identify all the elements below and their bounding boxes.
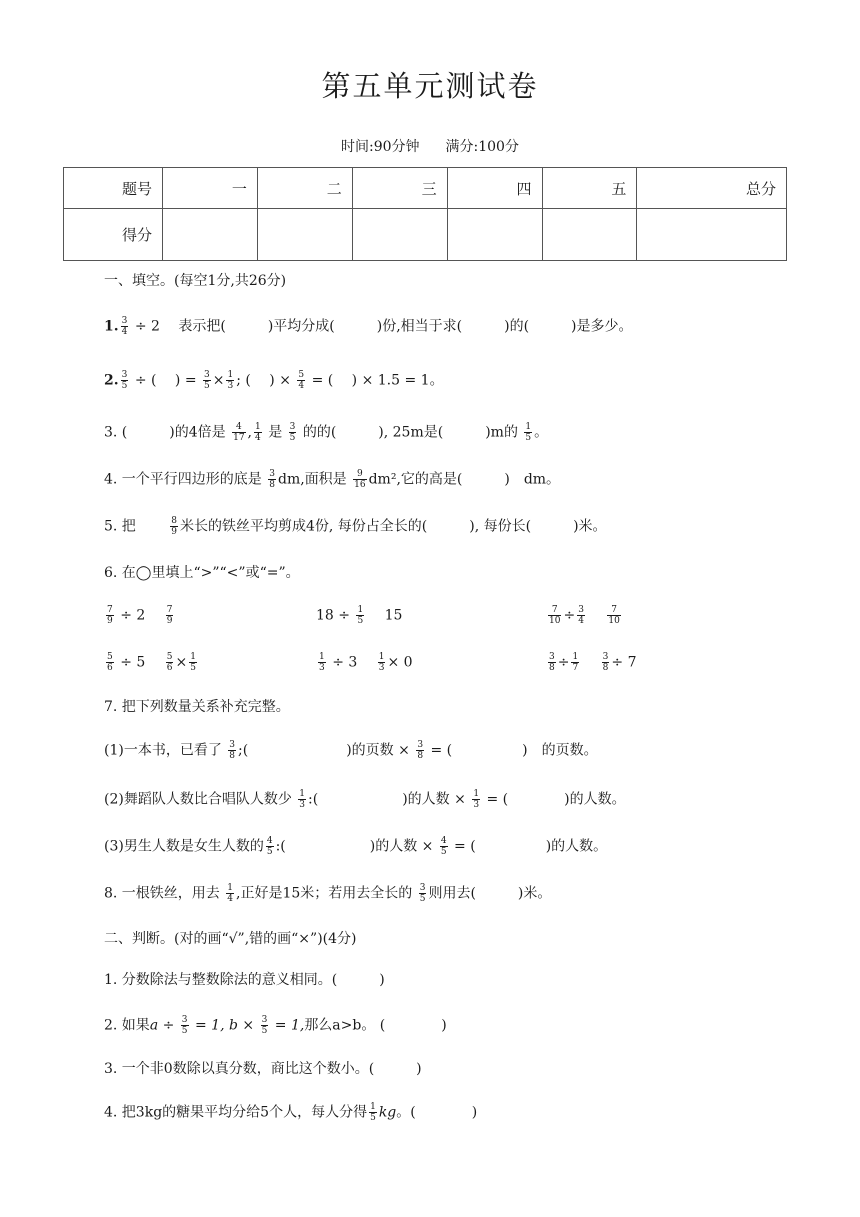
q1-text-2: 表示把( )平均分成( )份,相当于求( )的( )是多少。 [178, 318, 633, 335]
q2-frac-2: $\frac{3}{5}$ [204, 370, 210, 391]
judge-1: 1. 分数除法与整数除法的意义相同。( ) [104, 972, 385, 988]
header-cell-3: 三 [352, 168, 447, 209]
header-cell-label: 题号 [64, 168, 163, 209]
j4-frac-1: $\frac{1}{5}$ [370, 1102, 376, 1123]
q3-frac-2: $\frac{1}{4}$ [255, 422, 261, 443]
q3-text-5: 。 [534, 424, 549, 441]
page-title: 第五单元测试卷 [321, 69, 539, 103]
score-cell-1[interactable] [163, 209, 258, 261]
q7-s3-frac-1: $\frac{4}{5}$ [266, 836, 273, 857]
q2-text-1: ÷ ( ) = [134, 372, 197, 389]
header-cell-1: 一 [163, 168, 258, 209]
q7-s1-frac-2: $\frac{3}{8}$ [417, 740, 424, 761]
q3-frac-4: $\frac{1}{5}$ [525, 422, 532, 443]
q3-text-2: , [247, 424, 252, 441]
q1-text-1: ÷ 2 [134, 318, 160, 335]
q4-text-3: dm²,它的高是( ) dm。 [368, 471, 561, 488]
q4-text-1: 4. 一个平行四边形的底是 [104, 471, 262, 488]
q2-text-4: = ( ) × 1.5 = 1。 [311, 372, 444, 389]
q3-text-4: 的的( ), 25m是( )m的 [302, 424, 518, 441]
q3-frac-3: $\frac{3}{5}$ [289, 422, 296, 443]
q2-text-2: × [212, 372, 225, 389]
q7-s2-frac-2: $\frac{1}{3}$ [473, 789, 480, 810]
score-table-header-row [64, 168, 787, 209]
q4-frac-2: $\frac{9}{16}$ [354, 469, 366, 490]
q7-s2-frac-1: $\frac{1}{3}$ [299, 789, 306, 810]
score-cell-3[interactable] [352, 209, 447, 261]
q5-frac-1: $\frac{8}{9}$ [171, 516, 177, 537]
header-cell-2: 二 [257, 168, 352, 209]
exam-full-score: 满分:100分 [445, 139, 519, 155]
q7-s3-frac-2: $\frac{4}{5}$ [440, 836, 447, 857]
score-cell-5[interactable] [542, 209, 637, 261]
question-1 [104, 316, 633, 337]
question-6: 6. 在◯里填上“>”“<”或“=”。 [104, 565, 300, 581]
section-1-heading: 一、填空。(每空1分,共26分) [104, 273, 287, 289]
header-cell-5: 五 [542, 168, 637, 209]
q3-frac-1: $\frac{4}{17}$ [233, 422, 245, 443]
score-cell-4[interactable] [447, 209, 542, 261]
question-2 [104, 370, 444, 391]
q2-number: 2. [104, 372, 119, 389]
q7-sub-1: (1)一本书，已看了 $\frac{3}{8}$ ;( )的页数 × $\frac{3}{8}$ = ( ) 的页数。 [104, 740, 598, 761]
question-5 [104, 516, 607, 537]
question-3 [104, 422, 548, 443]
q7-sub-3: (3)男生人数是女生人数的 $\frac{4}{5}$ :( )的人数 × $\frac{4}{5}$ = ( )的人数。 [104, 836, 608, 857]
judge-2: 2. 如果a ÷ $\frac{3}{5}$ = 1, b × $\frac{3}{5}$ = 1,那么a>b。 ( ) [104, 1015, 447, 1036]
q2-frac-3: $\frac{1}{3}$ [227, 370, 234, 391]
q6-item-b1[interactable]: $\frac{5}{6}$ ÷ 5 $\frac{5}{6}$ × $\frac{1}{5}$ [107, 652, 196, 673]
q7-s1-frac-1: $\frac{3}{8}$ [229, 740, 236, 761]
judge-4: 4. 把3kg的糖果平均分给5个人，每人分得 $\frac{1}{5}$ kg。( ) [104, 1102, 478, 1123]
q8-frac-2: $\frac{3}{5}$ [419, 883, 426, 904]
question-8: 8. 一根铁丝，用去 $\frac{1}{4}$ ,正好是15米；若用去全长的 $\frac{3}{5}$ 则用去( )米。 [104, 883, 552, 904]
header-cell-4: 四 [447, 168, 542, 209]
j2-frac-2: $\frac{3}{5}$ [261, 1015, 268, 1036]
question-7: 7. 把下列数量关系补充完整。 [104, 699, 290, 715]
score-table-score-row [64, 209, 787, 261]
q6-row-2 [104, 652, 804, 676]
q1-frac-1: $\frac{3}{4}$ [121, 316, 128, 337]
header-cell-total: 总分 [637, 168, 787, 209]
q3-text-1: 3. ( )的4倍是 [104, 424, 226, 441]
q2-frac-1: $\frac{3}{5}$ [121, 370, 128, 391]
score-cell-label: 得分 [64, 209, 163, 261]
j2-frac-1: $\frac{3}{5}$ [181, 1015, 188, 1036]
q6-item-b2[interactable]: $\frac{1}{3}$ ÷ 3 $\frac{1}{3}$ × 0 [319, 652, 413, 673]
q6-row-1 [104, 605, 804, 629]
question-4 [104, 469, 560, 490]
q6-item-a3[interactable]: $\frac{7}{10}$ ÷ $\frac{3}{4}$ $\frac{7}{10}$ [549, 605, 620, 626]
q6-item-a2[interactable]: 18 ÷ $\frac{1}{5}$ 15 [316, 605, 403, 626]
score-cell-total[interactable] [637, 209, 787, 261]
q5-text-2: 米长的铁丝平均剪成4份, 每份占全长的( ), 每份长( )米。 [180, 518, 607, 535]
score-cell-2[interactable] [257, 209, 352, 261]
section-2-heading: 二、判断。(对的画“√”,错的画“×”)(4分) [104, 931, 357, 947]
judge-3: 3. 一个非0数除以真分数，商比这个数小。( ) [104, 1061, 422, 1077]
score-table [63, 167, 787, 261]
q4-frac-1: $\frac{3}{8}$ [269, 469, 275, 490]
q2-frac-4: $\frac{5}{4}$ [298, 370, 305, 391]
exam-meta [0, 136, 860, 156]
q7-sub-2: (2)舞蹈队人数比合唱队人数少 $\frac{1}{3}$ :( )的人数 × $\frac{1}{3}$ = ( )的人数。 [104, 789, 626, 810]
q6-item-a1[interactable]: $\frac{7}{9}$ ÷ 2 $\frac{7}{9}$ [107, 605, 173, 626]
q2-text-3: ; ( ) × [236, 372, 291, 389]
q3-text-3: 是 [268, 424, 283, 441]
q8-frac-1: $\frac{1}{4}$ [227, 883, 233, 904]
q6-item-b3[interactable]: $\frac{3}{8}$ ÷ $\frac{1}{7}$ $\frac{3}{8}$ ÷ 7 [549, 652, 637, 673]
q5-text-1: 5. 把 [104, 518, 136, 535]
exam-time: 时间:90分钟 [341, 139, 420, 155]
q4-text-2: dm,面积是 [278, 471, 347, 488]
q1-number: 1. [104, 318, 119, 335]
